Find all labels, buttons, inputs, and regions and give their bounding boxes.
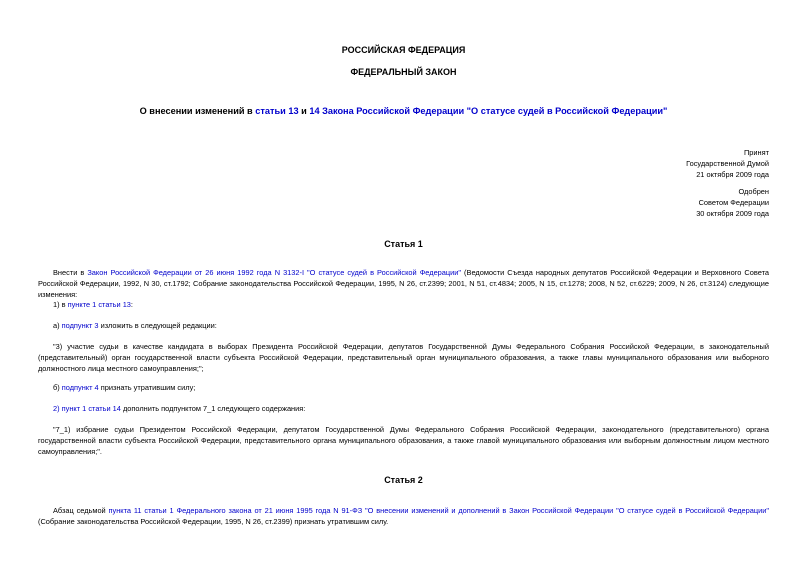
adopted-line: Принят [743,148,769,157]
article-14-point-1-link[interactable]: 2) пункт 1 статьи 14 [53,404,121,413]
article-1-heading: Статья 1 [384,239,423,249]
doc-type-heading: ФЕДЕРАЛЬНЫЙ ЗАКОН [350,67,457,77]
approved-date: 30 октября 2009 года [696,209,769,218]
subpoint-4-link[interactable]: подпункт 4 [61,383,99,392]
paragraph-text: (Ведомости Съезда народных депутатов Российской Федерации и Верховного Совета Российской Федерации, 1992, N 30, ст.1792; Собрание законодательства Российской Федерации, 1995, N 26, ст.2399; 2001, N 51, ст.4834; 2005, N 15, ст.1278; 2008, N 52, ст.6229; 2009, N 26, ст.3124) следующие изменения: [38,268,769,299]
law-91-fz-link[interactable]: пункта 11 статьи 1 Федерального закона от 21 июня 1995 года N 91-ФЗ "О внесении изменений и дополнений в Закон Российской Федерации "О статусе судей в Российской Федерации" [108,506,769,515]
law-title [0,105,807,117]
article-2-heading: Статья 2 [384,475,423,485]
article-1-item-2 [38,403,769,414]
paragraph-text: Внести в [53,268,88,277]
article-13-point-1-link[interactable]: пункте 1 статьи 13 [67,300,131,309]
article-1-item-a [38,320,769,331]
paragraph-text: (Собрание законодательства Российской Федерации, 1995, N 26, ст.2399) признать утратившим силу. [38,517,389,526]
paragraph-text: 1) в [53,300,68,309]
law-3132-link[interactable]: Закон Российской Федерации от 26 июня 1992 года N 3132-I "О статусе судей в Российской Федерации" [87,268,462,277]
country-heading: РОССИЙСКАЯ ФЕДЕРАЦИЯ [341,45,466,55]
paragraph-text: дополнить подпунктом 7_1 следующего содержания: [120,404,306,413]
article-1-item-1 [38,299,769,310]
article-1-item-b [38,382,769,393]
paragraph-text: изложить в следующей редакции: [98,321,217,330]
law-title-link-article13[interactable]: статьи 13 [255,106,299,116]
article-2-text [38,505,769,527]
adopted-body: Государственной Думой [686,159,769,168]
quote-subpoint-3: "3) участие судьи в качестве кандидата в выборах Президента Российской Федерации, депутатов Государственной Думы Федерального Собрания Российской Федерации, в законодательный (представительный) орган государственной власти субъекта Российской Федерации, представительный орган муниципального образования, а также главы муниципального образования или выборного должностного лица местного самоуправления;"; [38,342,769,373]
approved-block [696,186,769,219]
approved-line: Одобрен [738,187,769,196]
paragraph-text: Абзац седьмой [53,506,109,515]
approved-body: Советом Федерации [698,198,769,207]
paragraph-text: : [130,300,133,309]
law-title-text: О внесении изменений в [139,106,256,116]
subpoint-3-link[interactable]: подпункт 3 [61,321,99,330]
adopted-date: 21 октября 2009 года [696,170,769,179]
article-1-intro [38,267,769,300]
law-title-link-article14[interactable]: 14 Закона Российской Федерации "О статусе судей в Российской Федерации" [309,106,668,116]
paragraph-text: признать утратившим силу; [98,383,196,392]
law-title-text: и [298,106,310,116]
paragraph-text: а) [53,321,62,330]
adopted-block [686,147,769,180]
quote-subpoint-7-1: "7_1) избрание судьи Президентом Российской Федерации, депутатом Государственной Думы Федерального Собрания Российской Федерации, законодательного (представительного) органа государственной власти субъекта Российской Федерации, представительного органа муниципального образования, а также главой муниципального образования или выборным должностным лицом местного самоуправления;". [38,425,769,456]
paragraph-text: б) [53,383,62,392]
